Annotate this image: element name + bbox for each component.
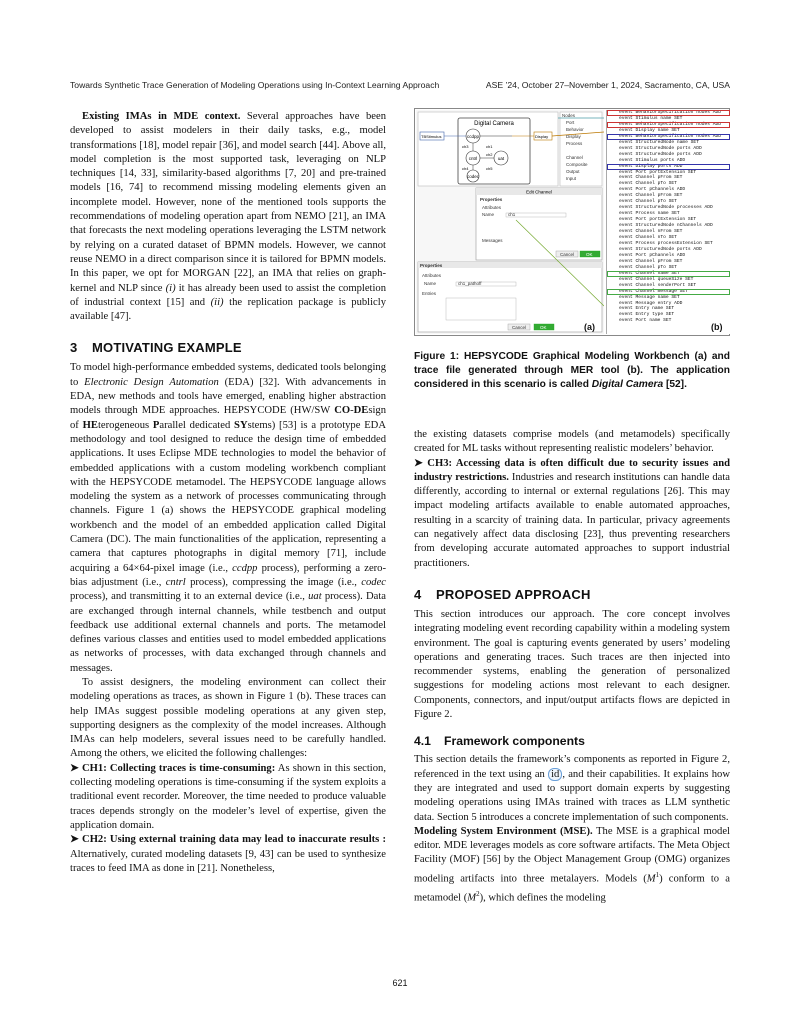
running-header-venue: ASE ’24, October 27–November 1, 2024, Sacramento, CA, USA: [485, 80, 730, 90]
figure-label-b: (b): [711, 322, 723, 332]
figure-label-a: (a): [584, 322, 595, 332]
trace-line-text: event Process name SET: [619, 211, 680, 217]
trace-line-text: event Message name SET: [619, 294, 680, 300]
properties-panel: [418, 262, 602, 332]
trace-line-text: event Stimulus name SET: [619, 115, 683, 121]
dialog-cancel-label: Cancel: [560, 251, 575, 257]
challenge-lead: ➤ CH1: Collecting traces is time-consuming:: [70, 762, 276, 774]
trace-line-text: event Channel pFrom SET: [619, 175, 683, 181]
trace-line-text: event StructuredNode ports ADD: [619, 145, 702, 151]
dialog-field-label: Name: [482, 212, 495, 217]
dialog-section: Messages: [482, 238, 503, 243]
process-label: cntrl: [468, 156, 478, 161]
section-title: Framework components: [444, 734, 585, 749]
text-span: HE: [82, 419, 98, 431]
text-span: M: [467, 892, 477, 904]
text-span: process), performing a zero-bias adjustment (i.e.,: [70, 562, 386, 588]
trace-line-text: event Port portExtension SET: [619, 169, 697, 175]
paragraph-assist-designers: To assist designers, the modeling environment can collect their modeling operations as traces, as shown in Figure 1 (b). These traces can help IMAs suggest possible modeling operations at any given step, supporting designers as the complexity of the model increases. Although IMAs can help modelers, several issues need to be carefully handled. Among the others, we elicited the following challenges:: [70, 676, 386, 760]
text-span: sign of: [70, 405, 386, 431]
trace-line-text: event Display ports ADD: [619, 163, 683, 169]
channel-label: ch5: [486, 166, 493, 171]
palette-item[interactable]: Composite: [566, 162, 588, 167]
paragraph-mse: [414, 825, 730, 906]
text-span: Industries and research institutions can handle data differently, according to internal or external regulations [26]. This may impact modeling artifacts available to enable automated approaches, resulting in a scarcity of training data. In particular, privacy agreements can negatively affect data disclosing [23], thus preventing researchers from developing accurate automated approaches to support industrial practitioners.: [414, 471, 730, 569]
trace-line-text: event Channel pTo SET: [619, 181, 677, 187]
text-span: Electronic Design Automation: [84, 376, 219, 388]
challenge-lead: ➤ CH3: Accessing data is often difficult due to security issues and industry restrictions.: [414, 457, 730, 483]
text-span: the replication package is publicly available [47].: [70, 296, 386, 323]
trace-line-text: event Port pChannels ADD: [619, 187, 686, 193]
trace-line-text: event BehaviorSpecification nodes ADD: [619, 133, 721, 139]
text-span: , and their capabilities. It explains how they are integrated and used to support domain experts by suggesting modeling operations using IMAs trained with traces as LLM synthetic data. Section 5 introduces a concrete implementation of such components.: [414, 768, 730, 823]
paragraph-hepsycode: [70, 361, 386, 676]
trace-line-text: event Entry type SET: [619, 312, 675, 318]
palette-item[interactable]: Display: [566, 134, 581, 139]
text-span: 1: [655, 870, 660, 879]
text-span: 2: [476, 889, 480, 898]
channel-label: ch2: [486, 152, 493, 157]
trace-line-text: event Stimulus ports ADD: [619, 157, 686, 163]
process-label: codec: [466, 174, 480, 179]
text-span: As shown in this section, collecting modeling operations is time-consuming if the system exploits a traditional event recorder. Moreover, the time needed to produce valuable traces depends strongly on the modeler’s level of expertise, given the application domain.: [70, 762, 386, 831]
trace-line-text: event Channel name SET: [619, 270, 680, 276]
section-number: 4: [414, 586, 422, 602]
trace-line-text: event BehaviorSpecification nodes ADD: [619, 121, 721, 127]
paragraph-datasets: the existing datasets comprise models (and metamodels) specifically created for ML tasks without representing realistic modelers’ behavior.: [414, 429, 730, 455]
section-number: 3: [70, 340, 78, 356]
challenge-ch1: [70, 762, 386, 833]
trace-line-text: event Channel pFrom SET: [619, 193, 683, 199]
palette-item[interactable]: Nodes: [562, 113, 576, 118]
palette-item[interactable]: Behavior: [566, 127, 584, 132]
trace-line-text: event Channel pTo SET: [619, 264, 677, 270]
paragraph-approach: This section introduces our approach. The core concept involves integrating modeling event recording capability within a modeling system environment. The goal is capturing events generated by users’ modeling operations and generating traces. Such traces are then injected into recommender systems, enabling the generation of personalized suggestions for modeling actions most relevant to each designer. Components, connectors, and input/output artifacts flows are depicted in Figure 2.: [414, 608, 730, 721]
dialog-title: Edit Channel: [526, 189, 552, 195]
palette-item[interactable]: Input: [566, 176, 577, 181]
text-span: (i): [165, 282, 176, 294]
diagram-title: Digital Camera: [474, 121, 514, 127]
port-label: TBStimulus: [421, 134, 442, 139]
trace-line-text: event Port portExtension SET: [619, 217, 697, 223]
properties-title: Properties: [420, 262, 443, 268]
paragraph-lead: Modeling System Environment (MSE).: [414, 825, 593, 837]
dialog-field-value: ch1: [508, 212, 516, 217]
section-title: PROPOSED APPROACH: [436, 586, 591, 602]
text-span: uat: [308, 591, 322, 603]
dialog-section: Properties: [480, 197, 503, 202]
text-span: codec: [361, 576, 386, 588]
trace-line-text: event Channel message SET: [619, 288, 688, 294]
text-span: Digital Camera: [591, 379, 664, 390]
properties-section: Entries: [422, 291, 437, 296]
trace-line-text: event Channel pTo SET: [619, 199, 677, 205]
trace-line-text: event Message entry ADD: [619, 300, 683, 306]
properties-titlebar: [418, 262, 602, 268]
section-heading-3: [70, 340, 386, 355]
text-span: Figure 1: HEPSYCODE Graphical Modeling Workbench (a) and trace file generated through MER tool (b). The application considered in this scenario is called: [414, 351, 730, 390]
text-span: P: [152, 419, 160, 431]
trace-line-text: event Process processExtension SET: [619, 240, 713, 246]
text-span: The MSE is a graphical model editor. MDE leverages models as core software artifacts. The Meta Object Facility (MOF) [56] by the Object Management Group (OMG) organizes modeling artifacts into three metalayers. Models (: [414, 825, 730, 885]
properties-cancel-label: Cancel: [512, 324, 527, 330]
text-span: (EDA) [32]. With advancements in EDA, new methods and tools have emerged, enabling higher abstraction models through MDE approaches. HEPSYCODE (HW/SW: [70, 376, 386, 417]
figure-1: [414, 108, 730, 336]
subsection-heading-4-1: [414, 734, 730, 748]
trace-line-text: event BehaviorSpecification nodes ADD: [619, 110, 721, 115]
trace-line-text: event Port name SET: [619, 318, 672, 324]
paragraph-framework-components: [414, 753, 730, 824]
trace-line-text: event Entry name SET: [619, 306, 675, 312]
figure-1-caption: [414, 350, 730, 392]
left-column: [70, 110, 386, 876]
text-span: ) conform to a metamodel (: [414, 873, 730, 904]
text-span: terogeneous: [97, 419, 153, 431]
port-label: Display: [535, 134, 549, 139]
challenge-ch3: [414, 457, 730, 571]
properties-ok-label: OK: [540, 324, 547, 330]
running-header-title: Towards Synthetic Trace Generation of Modeling Operations using In-Context Learning Approach: [70, 80, 440, 90]
section-heading-4: [414, 587, 730, 602]
text-span: SY: [234, 419, 248, 431]
text-span: -: [350, 405, 354, 417]
channel-label: ch1: [486, 144, 493, 149]
text-span: This section details the framework’s components as reported in Figure 2, referenced in the text using an: [414, 754, 730, 780]
challenge-ch2: [70, 833, 386, 876]
trace-line-text: event StructuredNode ports ADD: [619, 246, 702, 252]
properties-entries-list[interactable]: [446, 298, 516, 320]
text-span: arallel dedicated: [159, 419, 235, 431]
text-span: Several approaches have been developed to assist modelers in their daily tasks, e.g., model transformations [18], model repair [36], and model search [44]. Above all, model completion is the most supported task, leveraging on NLP techniques [14, 33], similarity-based algorithms [7, 20] and pre-trained models [16, 74] to recommend missing modeling elements given an incomplete model. However, none of the mentioned tools supports the recommendations of modeling operation apart from NEMO [21], an IMA that forecasts the next modeling operations leveraging the LSTM network by relying on a curated dataset of BPMN models. However, we cannot reuse NEMO in a direct comparison since it is tailored for BPMN models. In this paper, we opt for MORGAN [22], an IMA that relies on graph-kernel and NLP since: [70, 111, 386, 294]
id-badge: id: [548, 768, 562, 781]
text-span: M: [646, 873, 656, 885]
palette-item[interactable]: Port: [566, 120, 575, 125]
page-number: 621: [392, 978, 408, 988]
dialog-ok-label: OK: [586, 251, 593, 257]
trace-lines: [607, 110, 730, 324]
dialog-section: Attributes: [482, 205, 502, 210]
properties-field-value: ch1_pathoff: [458, 281, 482, 286]
trace-line-text: event Channel pFrom SET: [619, 258, 683, 264]
trace-line-text: event Display name SET: [619, 127, 680, 133]
trace-line-text: event Channel nFrom SET: [619, 229, 683, 235]
text-span: ), which defines the modeling: [479, 892, 606, 904]
palette-item[interactable]: Channel: [566, 155, 583, 160]
text-span: ccdpp: [232, 562, 258, 574]
text-span: process). Data are exchanged through internal channels, while testbench and output feedback use additional external channels and ports. The metamodel defines various classes and entities used to model embedded applications as networks of processes, with data exchanged through channels and messages.: [70, 591, 386, 674]
channel-label: ch3: [462, 144, 469, 149]
section-title: MOTIVATING EXAMPLE: [92, 340, 242, 356]
trace-line-text: event StructuredNode ports ADD: [619, 151, 702, 157]
figure-1b-trace-file: [606, 110, 730, 334]
challenge-lead: ➤ CH2: Using external training data may lead to inaccurate results :: [70, 834, 386, 846]
trace-line-text: event StructuredNode processes ADD: [619, 205, 713, 211]
text-span: CO: [334, 405, 351, 417]
text-span: it has already been used to assist the completion of industrial context [15] and: [70, 282, 387, 308]
section-number: 4.1: [414, 734, 431, 749]
trace-line-text: event Port pChannels ADD: [619, 252, 686, 258]
paragraph-lead: Existing IMAs in MDE context.: [82, 111, 241, 122]
properties-section: Attributes: [422, 273, 442, 278]
figure-1a-workbench: [416, 110, 604, 334]
trace-line-text: event StructuredNode nChannels ADD: [619, 223, 713, 229]
properties-field-label: Name: [424, 281, 437, 286]
process-label: ccdpp: [466, 134, 480, 139]
text-span: stems) [53] is a prototype EDA methodology and tool designed to reduce the design time of embedded applications. It uses Eclipse MDE technologies to model the behavior of embedded applications with a custom modeling workbench compliant with the HEPSYCODE metamodel. The HEPSYCODE language allows modeling the system as a network of processes communicating through channels. Figure 1 (a) shows the HEPSYCODE graphical modeling workbench and the model of an embedded application called Digital Camera (DC). The main functionalities of the application, representing a camera that captures photographs in digital memory [71], include acquiring a 64×64-pixel image (i.e.,: [70, 419, 386, 574]
paragraph-existing-imas: [70, 110, 386, 324]
text-span: To model high-performance embedded systems, dedicated tools belonging to: [70, 362, 386, 388]
channel-label: ch4: [462, 166, 469, 171]
text-span: process), compressing the image (i.e.,: [185, 576, 362, 588]
text-span: [52].: [663, 379, 687, 390]
trace-line-text: event Channel queueSize SET: [619, 276, 694, 282]
palette-item[interactable]: Output: [566, 169, 580, 174]
text-span: cntrl: [165, 576, 186, 588]
text-span: (ii): [210, 296, 224, 308]
trace-line-text: event Channel nTo SET: [619, 235, 677, 241]
text-span: process), and transmitting it to an external device (i.e.,: [70, 591, 309, 603]
text-span: DE: [353, 405, 369, 417]
process-label: uat: [497, 156, 505, 161]
text-span: Alternatively, curated modeling datasets [9, 43] can be used to synthesize traces to feed IMA as done in [21]. Nonetheless,: [70, 848, 386, 874]
right-column: [414, 108, 730, 905]
palette-item[interactable]: Process: [566, 141, 583, 146]
trace-line-text: event StructuredNode name SET: [619, 139, 699, 145]
trace-line-text: event Channel senderPort SET: [619, 282, 697, 288]
